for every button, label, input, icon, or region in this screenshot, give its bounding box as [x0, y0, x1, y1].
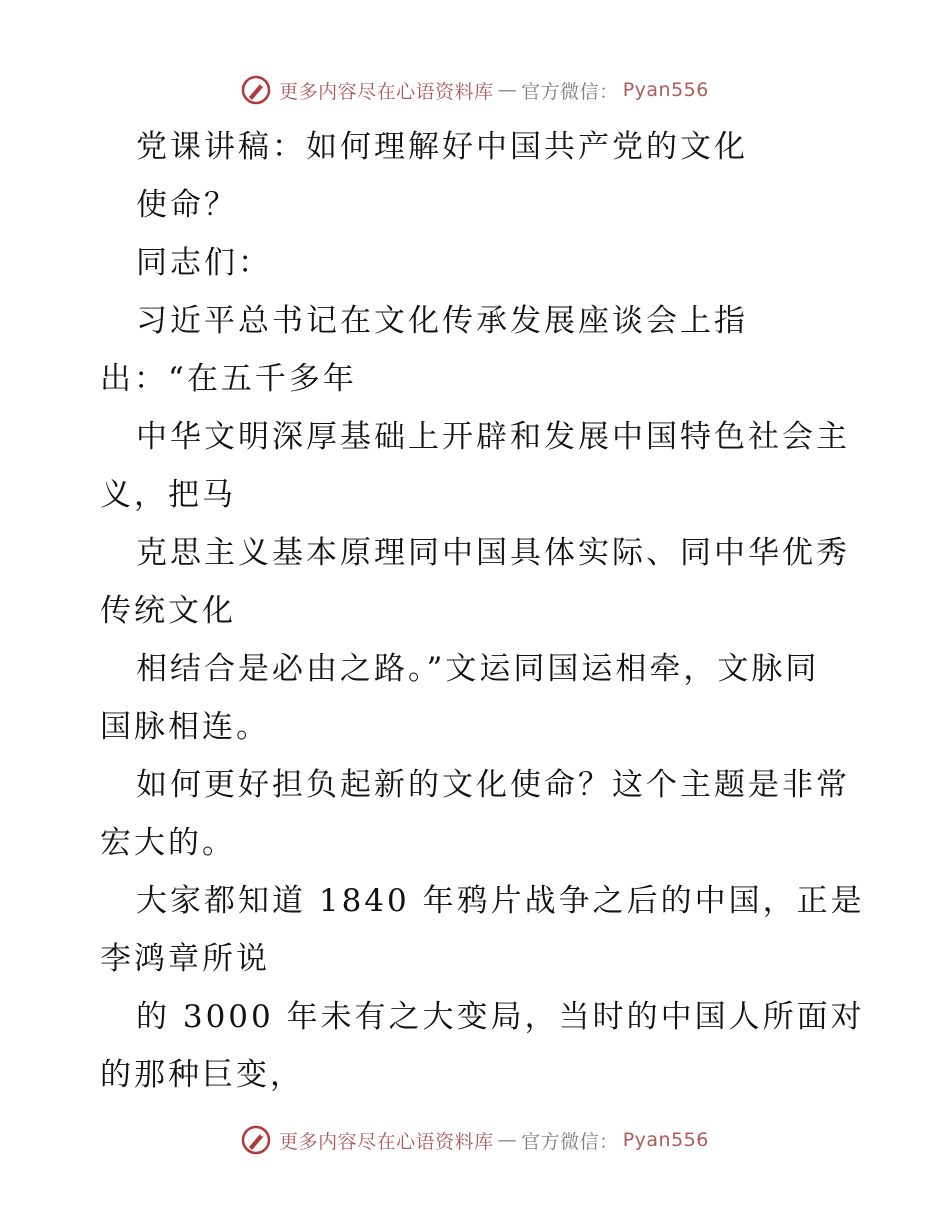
paragraph-line: 克思主义基本原理同中国具体实际、同中华优秀	[136, 535, 850, 571]
pen-logo-icon	[241, 1125, 271, 1155]
paragraph-line: 传统文化	[100, 593, 236, 629]
watermark-official-label: 官方微信：	[521, 80, 619, 103]
paragraph-line: 相结合是必由之路。”文运同国运相牵，文脉同	[136, 651, 820, 687]
paragraph-line: 如何更好担负起新的文化使命？这个主题是非常	[136, 767, 850, 803]
paragraph-line: 的 3000 年未有之大变局，当时的中国人所面对	[136, 999, 865, 1035]
salutation: 同志们：	[136, 245, 272, 281]
pen-logo-icon	[241, 75, 271, 105]
header-watermark	[0, 70, 950, 110]
document-title-line-1: 党课讲稿：如何理解好中国共产党的文化	[136, 129, 748, 165]
paragraph-line: 的那种巨变，	[100, 1057, 304, 1093]
paragraph-line: 国脉相连。	[100, 709, 270, 745]
paragraph-line: 宏大的。	[100, 825, 236, 861]
watermark-wechat-id: Pyan556	[622, 79, 709, 101]
paragraph-line: 出：“在五千多年	[100, 361, 357, 397]
paragraph-line: 义，把马	[100, 477, 236, 513]
watermark-site-text: 更多内容尽在心语资料库	[279, 1130, 494, 1153]
watermark-wechat-id: Pyan556	[622, 1129, 709, 1151]
watermark-official-label: 官方微信：	[521, 1130, 619, 1153]
document-title-line-2: 使命？	[136, 187, 238, 223]
paragraph-line: 中华文明深厚基础上开辟和发展中国特色社会主	[136, 419, 850, 455]
paragraph-line: 大家都知道 1840 年鸦片战争之后的中国，正是	[136, 883, 865, 919]
paragraph-line: 习近平总书记在文化传承发展座谈会上指	[136, 303, 748, 339]
watermark-separator: —	[497, 79, 518, 101]
watermark-site-text: 更多内容尽在心语资料库	[279, 80, 494, 103]
paragraph-line: 李鸿章所说	[100, 941, 270, 977]
watermark-separator: —	[497, 1129, 518, 1151]
document-body	[100, 118, 865, 1104]
footer-watermark	[0, 1120, 950, 1160]
